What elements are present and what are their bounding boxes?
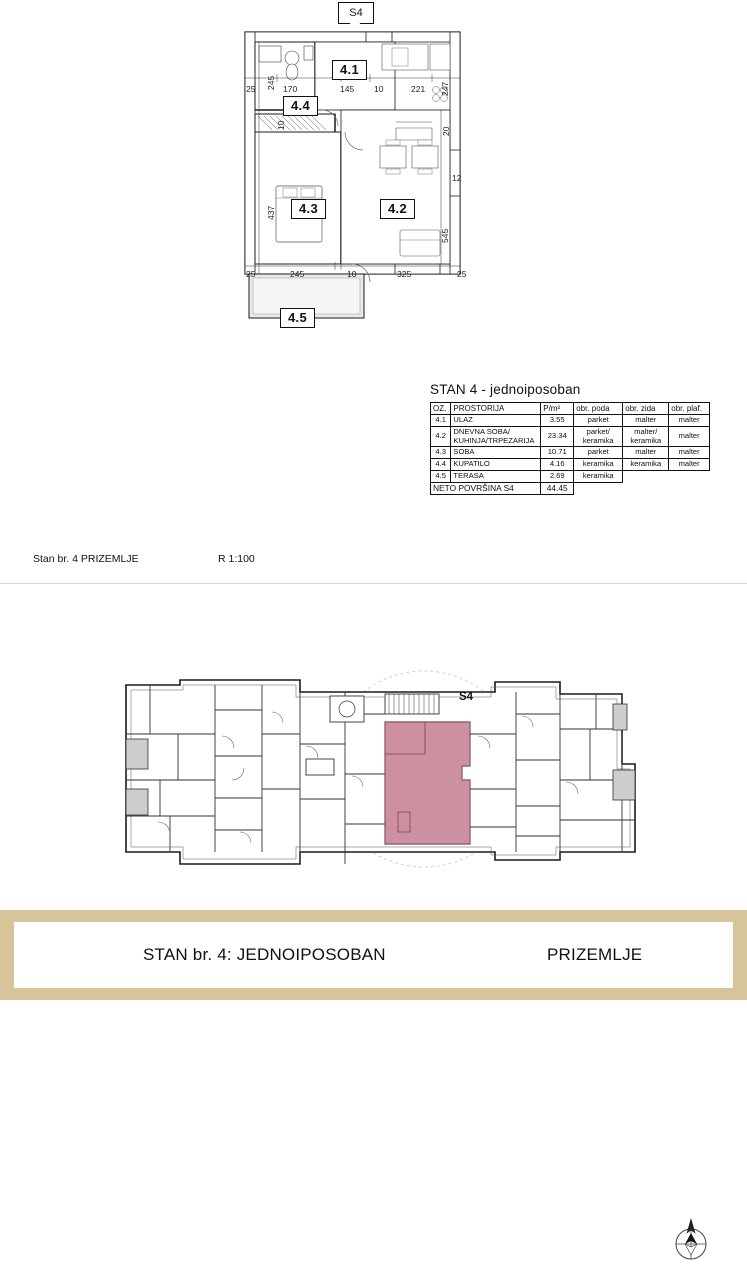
- cell-ceiling: malter: [669, 447, 710, 459]
- cell-area: 4.16: [541, 459, 574, 471]
- cell-oz: 4.5: [431, 470, 451, 482]
- building-keyplan: [0, 583, 747, 912]
- cell-total-value: 44.45: [541, 482, 574, 495]
- table-row: [431, 459, 710, 471]
- cell-total-blank-1: [574, 482, 623, 495]
- dimension-12: 12: [452, 173, 462, 183]
- table-header-row: [431, 403, 710, 415]
- room-tag-4-4: 4.4: [283, 96, 318, 116]
- cell-ceiling: malter: [669, 415, 710, 427]
- cell-wall: keramika: [623, 459, 669, 471]
- cell-area: 2.69: [541, 470, 574, 482]
- cell-name: SOBA: [451, 447, 541, 459]
- room-tag-4-3: 4.3: [291, 199, 326, 219]
- spec-table-title: STAN 4 - jednoiposoban: [430, 382, 581, 397]
- room-tag-4-2: 4.2: [380, 199, 415, 219]
- cell-area: 10.71: [541, 447, 574, 459]
- dimension-325: 325: [397, 269, 412, 279]
- dimension-20-vert: 20: [441, 126, 451, 136]
- cell-name: TERASA: [451, 470, 541, 482]
- dimension-25-bottom-right: 25: [457, 269, 467, 279]
- cell-wall: [623, 470, 669, 482]
- dimension-221: 221: [411, 84, 426, 94]
- dimension-25-bottom-left: 25: [246, 269, 256, 279]
- dimension-25-top-left: 25: [246, 84, 256, 94]
- unit-marker-s4: S4: [338, 2, 374, 24]
- dimension-245-vert-top: 245: [266, 75, 276, 90]
- dimension-10-top: 10: [374, 84, 384, 94]
- table-row: [431, 470, 710, 482]
- th-prostorija: PROSTORIJA: [451, 403, 541, 415]
- th-wall-finish: obr. zida: [623, 403, 669, 415]
- dimension-437-vert: 437: [266, 205, 276, 220]
- cell-area: 3.55: [541, 415, 574, 427]
- cell-oz: 4.1: [431, 415, 451, 427]
- apartment-spec-table-container: [430, 382, 710, 495]
- th-oz: OZ.: [431, 403, 451, 415]
- cell-wall: malter: [623, 415, 669, 427]
- cell-name: DNEVNA SOBA/ KUHINJA/TRPEZARIJA: [451, 426, 541, 446]
- cell-oz: 4.2: [431, 426, 451, 446]
- dimension-247-vert: 247: [440, 81, 450, 96]
- dimension-170: 170: [283, 84, 298, 94]
- cell-wall: malter: [623, 447, 669, 459]
- compass-north-icon: [668, 1217, 714, 1263]
- apartment-spec-table: [430, 402, 710, 495]
- footer-floor-label: PRIZEMLJE: [547, 945, 643, 964]
- unit-marker-pointer: [349, 22, 361, 30]
- cell-area: 23.34: [541, 426, 574, 446]
- cell-floor: parket: [574, 415, 623, 427]
- cell-floor: keramika: [574, 470, 623, 482]
- table-row: [431, 426, 710, 446]
- dimension-545-vert: 545: [440, 228, 450, 243]
- cell-ceiling: malter: [669, 459, 710, 471]
- apartment-floor-plan: [0, 0, 747, 365]
- room-tag-4-1: 4.1: [332, 60, 367, 80]
- table-total-row: [431, 482, 710, 495]
- dimension-145: 145: [340, 84, 355, 94]
- dimension-10-bottom: 10: [347, 269, 357, 279]
- table-row: [431, 447, 710, 459]
- th-area: P/m²: [541, 403, 574, 415]
- cell-floor: keramika: [574, 459, 623, 471]
- room-tag-4-5: 4.5: [280, 308, 315, 328]
- dimension-245-bottom: 245: [290, 269, 305, 279]
- table-row: [431, 415, 710, 427]
- dimension-10-vert-left: 10: [276, 120, 286, 130]
- cell-oz: 4.3: [431, 447, 451, 459]
- cell-name: KUPATILO: [451, 459, 541, 471]
- cell-total-blank-3: [669, 482, 710, 495]
- footer-apartment-title: STAN br. 4: JEDNOIPOSOBAN: [143, 945, 386, 964]
- keyplan-drawing: [0, 584, 747, 911]
- apartment-plan-drawing: [0, 0, 747, 365]
- cell-wall: malter/ keramika: [623, 426, 669, 446]
- cell-oz: 4.4: [431, 459, 451, 471]
- cell-ceiling: malter: [669, 426, 710, 446]
- cell-floor: parket: [574, 447, 623, 459]
- cell-name: ULAZ: [451, 415, 541, 427]
- cell-total-blank-2: [623, 482, 669, 495]
- plan-caption-text: Stan br. 4 PRIZEMLJE: [33, 553, 139, 565]
- footer-content: [14, 922, 733, 988]
- cell-ceiling: [669, 470, 710, 482]
- th-ceiling-finish: obr. plaf.: [669, 403, 710, 415]
- plan-caption: [33, 553, 255, 565]
- th-floor-finish: obr. poda: [574, 403, 623, 415]
- plan-scale-text: R 1:100: [218, 553, 255, 565]
- keyplan-unit-label: S4: [459, 691, 474, 703]
- cell-floor: parket/ keramika: [574, 426, 623, 446]
- cell-total-label: NETO POVRŠINA S4: [431, 482, 541, 495]
